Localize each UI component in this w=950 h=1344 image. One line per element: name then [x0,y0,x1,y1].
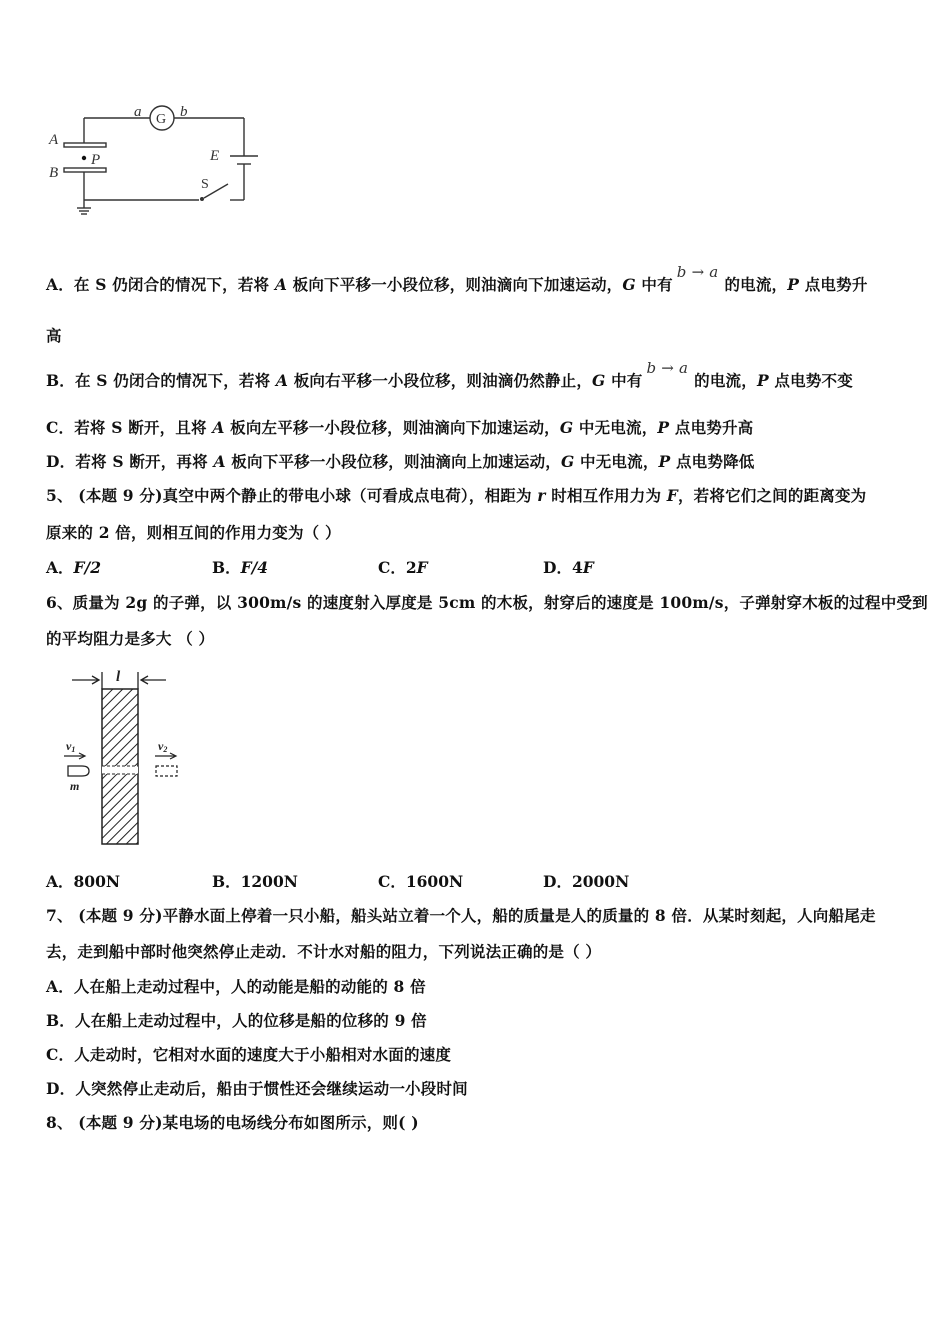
fig1-label-a: a [134,104,142,120]
text: 点电势升高 [669,418,754,437]
q4-option-a-wrap: 高 [46,326,62,345]
text: ，若将它们之间的距离变为 [677,486,867,505]
fig1-label-E: E [210,148,220,164]
q4-option-b [46,359,853,391]
text: 板向下平移一小段位移，则油滴向下加速运动， [287,275,623,294]
fig1-label-b: b [180,104,188,120]
text: 中有 [605,371,643,390]
text: 时相互作用力为 [545,486,667,505]
text: 5、 (本题 9 分)真空中两个静止的带电小球（可看成点电荷），相距为 [46,486,538,505]
text: 点电势降低 [670,452,755,471]
q4-option-c [46,416,753,438]
text: C．若将 S 断开，且将 [46,418,213,437]
fig1-label-S: S [201,177,209,192]
text: 板向下平移一小段位移，则油滴向上加速运动， [225,452,561,471]
q5-stem-line1 [46,484,866,506]
text: P [756,371,769,390]
q6-option-a: A．800N [46,872,121,891]
circuit-figure [44,98,274,222]
text: P [787,275,800,294]
q5-option-d [543,556,594,578]
text: A [275,371,289,390]
text: 板向右平移一小段位移，则油滴仍然静止， [288,371,593,390]
fig2-label-l: l [116,669,121,685]
text: F/2 [73,558,101,577]
math-expression: b → a [646,359,689,377]
fig1-label-B: B [49,165,59,181]
text: F [666,486,678,505]
q5-option-a [46,556,101,578]
bullet-board-figure [58,664,198,850]
text: D．若将 S 断开，再将 [46,452,214,471]
text: B． [212,558,241,577]
text: 中无电流， [574,452,659,471]
text: A [212,418,225,437]
fig1-label-G: G [156,112,167,127]
text: A [213,452,226,471]
q8-stem-line1: 8、 (本题 9 分)某电场的电场线分布如图所示，则( ) [46,1113,419,1132]
q7-option-b: B．人在船上走动过程中，人的位移是船的位移的 9 倍 [46,1011,427,1030]
fig2-label-v1: v1 [66,739,76,754]
text: A． [46,558,74,577]
text: 板向左平移一小段位移，则油滴向下加速运动， [224,418,560,437]
q7-option-c: C．人走动时，它相对水面的速度大于小船相对水面的速度 [46,1045,452,1064]
text: r [537,486,546,505]
bullet-exit-shape [156,766,177,776]
q6-stem-line2: 的平均阻力是多大 （ ） [46,629,215,648]
q6-option-c: C．1600N [378,872,464,891]
q7-option-d: D．人突然停止走动后，船由于惯性还会继续运动一小段时间 [46,1079,468,1098]
q6-stem-line1: 6、质量为 2g 的子弹，以 300m/s 的速度射入厚度是 5cm 的木板，射穿后的速度是 100m/s，子弹射穿木板的过程中受到 [46,593,928,612]
fig1-label-P: P [91,152,101,168]
text: A [274,275,288,294]
text: G [559,418,574,437]
fig2-label-m: m [70,779,80,793]
q7-stem-line2: 去，走到船中部时他突然停止走动．不计水对船的阻力，下列说法正确的是（ ） [46,942,602,961]
text: F/4 [240,558,269,577]
text: F [416,558,428,577]
text: G [592,371,606,390]
q5-option-b [212,556,268,578]
text: B．在 S 仍闭合的情况下，若将 [46,371,276,390]
text: 中有 [635,275,673,294]
text: G [622,275,636,294]
q5-stem-line2: 原来的 2 倍，则相互间的作用力变为（ ） [46,523,341,542]
fig1-label-A: A [49,132,59,148]
q6-option-d: D．2000N [543,872,630,891]
text: P [657,418,670,437]
text: 点电势升 [799,275,868,294]
q4-option-d [46,450,755,472]
text: 的电流， [694,371,757,390]
text: F [582,558,594,577]
text: A．在 S 仍闭合的情况下，若将 [46,275,275,294]
text: G [560,452,575,471]
q5-option-c [378,556,428,578]
bullet-shape [68,766,89,776]
text: 的电流， [724,275,788,294]
text: 中无电流， [573,418,658,437]
text: C．2 [378,558,417,577]
text: 点电势不变 [768,371,853,390]
q7-option-a: A．人在船上走动过程中，人的动能是船的动能的 8 倍 [46,977,426,996]
q6-option-b: B．1200N [212,872,298,891]
q4-option-a [46,263,868,295]
text: P [658,452,671,471]
text: D．4 [543,558,583,577]
math-expression: b → a [676,263,719,281]
q7-stem-line1: 7、 (本题 9 分)平静水面上停着一只小船，船头站立着一个人，船的质量是人的质量的 8 倍．从某时刻起，人向船尾走 [46,906,876,925]
fig2-label-v2: v2 [158,739,168,754]
